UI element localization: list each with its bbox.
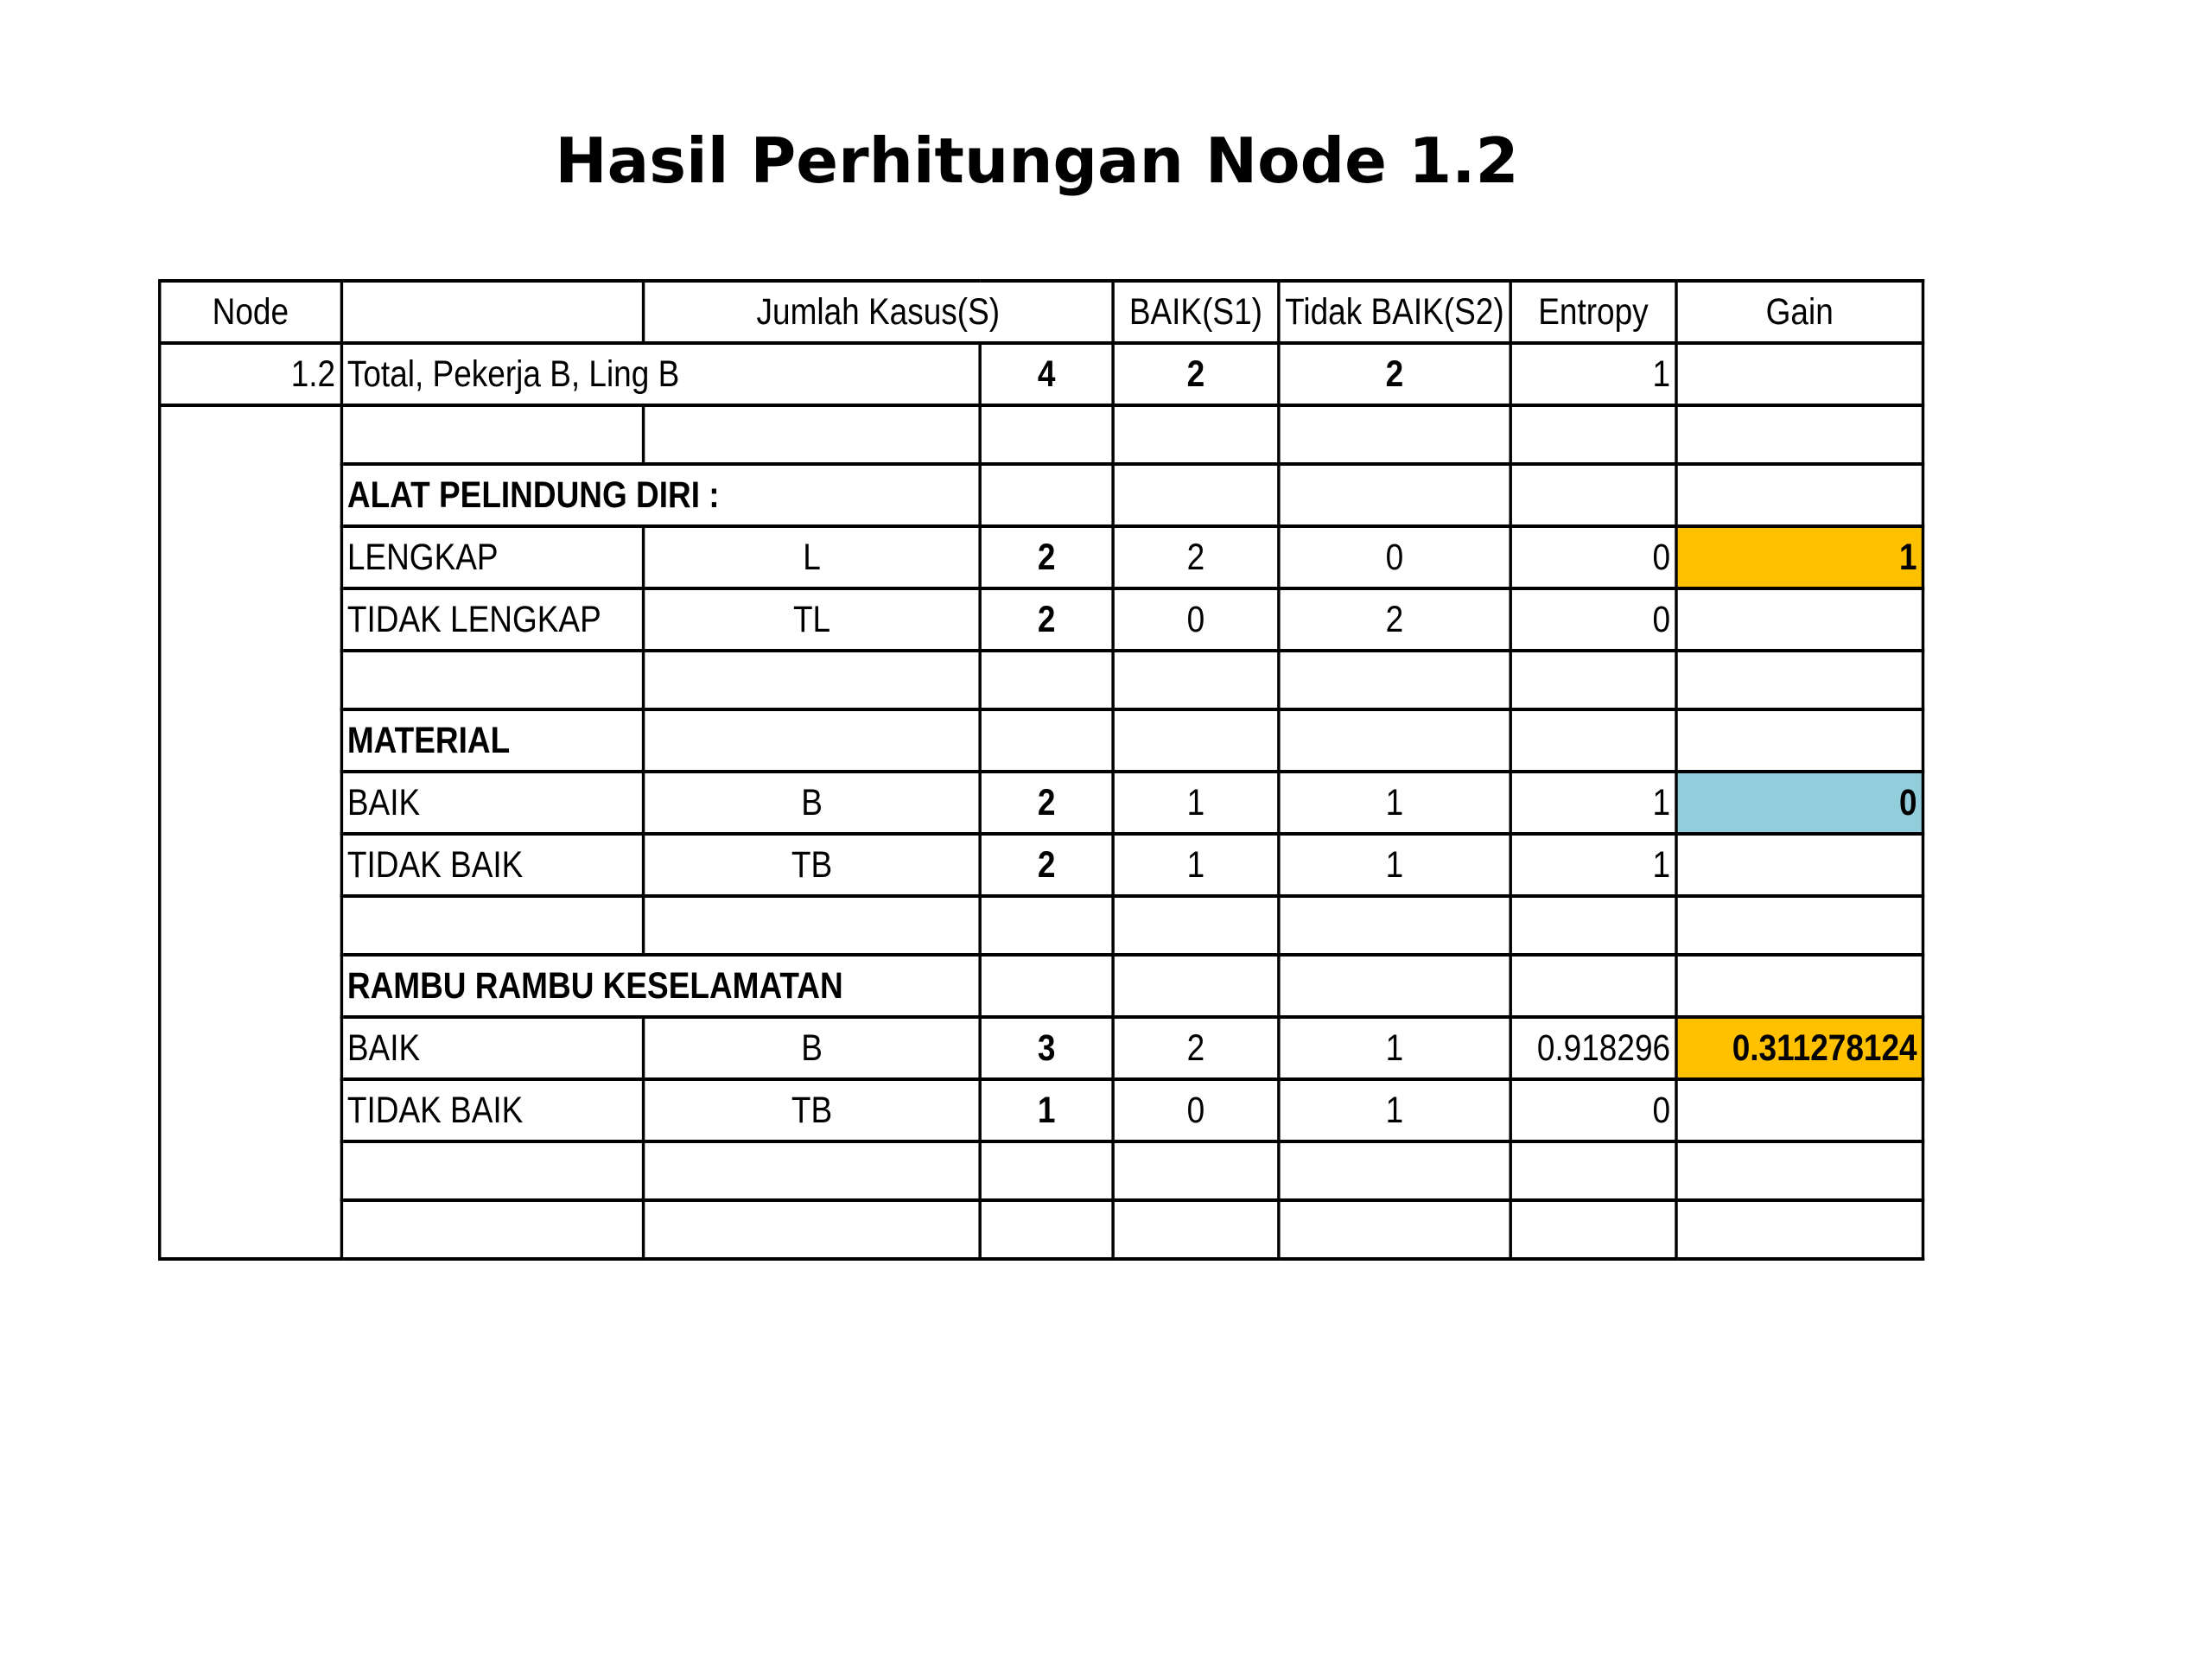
row-s2: 1	[1279, 1079, 1510, 1141]
row-entropy: 0.918296	[1510, 1017, 1676, 1079]
row-code: TL	[644, 588, 981, 651]
row-s1: 0	[1113, 588, 1279, 651]
row-code: TB	[644, 1079, 981, 1141]
row-code: L	[644, 526, 981, 588]
header-node: Node	[160, 281, 341, 343]
row-label: TIDAK BAIK	[341, 1079, 644, 1141]
row-entropy: 1	[1510, 772, 1676, 834]
row-gain	[1676, 588, 1923, 651]
row-s1: 0	[1113, 1079, 1279, 1141]
blank-row	[160, 896, 1923, 955]
header-tidak-baik: Tidak BAIK(S2)	[1279, 281, 1510, 343]
table-row	[160, 1017, 1923, 1079]
row-gain-lowest: 0	[1676, 772, 1923, 834]
total-node: 1.2	[160, 343, 341, 405]
row-s1: 2	[1113, 1017, 1279, 1079]
row-entropy: 0	[1510, 1079, 1676, 1141]
header-jumlah-kasus: Jumlah Kasus(S)	[644, 281, 1113, 343]
header-baik: BAIK(S1)	[1113, 281, 1279, 343]
row-gain	[1676, 834, 1923, 896]
row-label: LENGKAP	[341, 526, 644, 588]
total-entropy: 1	[1510, 343, 1676, 405]
header-gain: Gain	[1676, 281, 1923, 343]
row-entropy: 0	[1510, 526, 1676, 588]
row-jumlah: 2	[980, 588, 1112, 651]
blank-row	[160, 1141, 1923, 1200]
row-label: TIDAK BAIK	[341, 834, 644, 896]
blank-row	[160, 651, 1923, 709]
node-calculation-table	[158, 279, 1924, 1261]
row-entropy: 1	[1510, 834, 1676, 896]
row-s2: 1	[1279, 772, 1510, 834]
row-code: TB	[644, 834, 981, 896]
row-label: BAIK	[341, 772, 644, 834]
total-s2: 2	[1279, 343, 1510, 405]
group-header-row	[160, 955, 1923, 1017]
group-header-row	[160, 709, 1923, 772]
table-row	[160, 588, 1923, 651]
row-jumlah: 2	[980, 834, 1112, 896]
header-row	[160, 281, 1923, 343]
row-s1: 1	[1113, 772, 1279, 834]
row-s2: 1	[1279, 834, 1510, 896]
blank-row	[160, 405, 1923, 464]
row-s2: 2	[1279, 588, 1510, 651]
total-gain	[1676, 343, 1923, 405]
row-gain	[1676, 1079, 1923, 1141]
table-row	[160, 1079, 1923, 1141]
group-header-row	[160, 464, 1923, 526]
row-code: B	[644, 1017, 981, 1079]
header-entropy: Entropy	[1510, 281, 1676, 343]
total-jumlah: 4	[980, 343, 1112, 405]
row-label: BAIK	[341, 1017, 644, 1079]
table-row	[160, 772, 1923, 834]
row-s2: 1	[1279, 1017, 1510, 1079]
table-row	[160, 834, 1923, 896]
page-title: Hasil Perhitungan Node 1.2	[555, 124, 1519, 197]
total-row	[160, 343, 1923, 405]
total-s1: 2	[1113, 343, 1279, 405]
group-name: MATERIAL	[341, 709, 644, 772]
row-jumlah: 3	[980, 1017, 1112, 1079]
header-blank	[341, 281, 644, 343]
blank-row	[160, 1200, 1923, 1259]
row-code: B	[644, 772, 981, 834]
table-row	[160, 526, 1923, 588]
row-gain-highlight: 1	[1676, 526, 1923, 588]
group-name: ALAT PELINDUNG DIRI :	[341, 464, 980, 526]
row-entropy: 0	[1510, 588, 1676, 651]
row-gain-highlight: 0.311278124	[1676, 1017, 1923, 1079]
row-s1: 1	[1113, 834, 1279, 896]
total-label: Total, Pekerja B, Ling B	[341, 343, 980, 405]
row-jumlah: 1	[980, 1079, 1112, 1141]
row-label: TIDAK LENGKAP	[341, 588, 644, 651]
group-name: RAMBU RAMBU KESELAMATAN	[341, 955, 980, 1017]
row-s2: 0	[1279, 526, 1510, 588]
row-jumlah: 2	[980, 772, 1112, 834]
node-column-spacer	[160, 405, 341, 1259]
row-s1: 2	[1113, 526, 1279, 588]
row-jumlah: 2	[980, 526, 1112, 588]
